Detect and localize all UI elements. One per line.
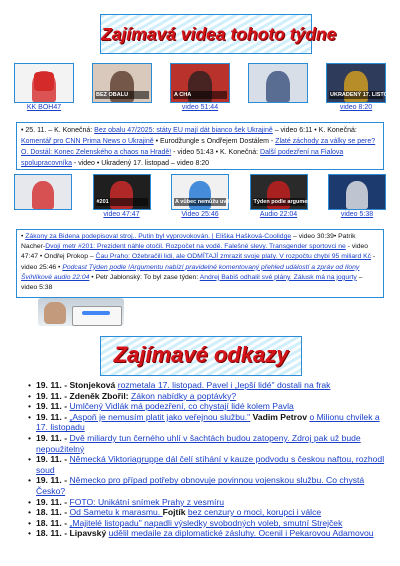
description-text: • [21, 233, 26, 240]
link-item [30, 518, 388, 529]
article-link[interactable]: o Milionu chvilek a 17. listopadu [36, 411, 380, 433]
description-text: • Eurodžungle s Ondřejem Dostálem - [153, 138, 276, 145]
link-item [30, 497, 388, 508]
video-thumbnail-image[interactable] [92, 63, 152, 103]
link-date: 18. 11. - [36, 507, 70, 518]
video-thumbnail[interactable] [14, 174, 72, 224]
play-icon [34, 72, 55, 91]
link-date: 19. 11. - [36, 475, 70, 486]
video-thumbnail-image[interactable] [14, 63, 74, 103]
author-name: Lipavský [69, 528, 109, 539]
video-thumbnail[interactable] [92, 63, 152, 121]
video-link[interactable]: Zákony za Bidena podepisoval stroj.. Putin byl vyprovokován. | Eliška Hašková-Coolidge [25, 233, 292, 240]
video-thumbnail[interactable] [171, 174, 236, 224]
description-text: • Petr Jablonský: To byl zase týden: [89, 273, 200, 281]
link-date: 19. 11. - [36, 380, 70, 390]
video-thumbnail[interactable] [328, 174, 386, 224]
link-date: 18. 11. - [36, 528, 70, 539]
description-text: – video 6:11 • K. Konečná: [272, 127, 357, 134]
thumbnail-badge: BEZ OBALU [95, 91, 149, 99]
video-thumbnail[interactable] [326, 63, 400, 121]
article-link[interactable]: Německo pro případ potřeby obnovuje povinnou vojenskou službu. Co chystá Česko? [36, 475, 365, 496]
videos-banner [100, 14, 337, 54]
video-caption[interactable]: video 5:38 [340, 211, 374, 218]
article-link[interactable]: rozmetala 17. listopad. Pavel i „lepší lidé" dostali na frak [117, 380, 331, 390]
tablet-illustration [30, 296, 128, 328]
article-link[interactable]: „Majitelé listopadu" napadli výsledky svobodných voleb, smutní Strejček [69, 517, 343, 528]
link-item [30, 507, 388, 518]
video-thumbnails-row-2 [14, 174, 386, 224]
link-item [30, 454, 388, 475]
thumbnail-figure [32, 181, 54, 209]
article-link[interactable]: udělil medaile za diplomatické zásluhy. Ocenil i Pekarovou Adamovou [108, 528, 374, 539]
video-descriptions-box-1 [16, 122, 384, 170]
video-thumbnail-image[interactable] [93, 174, 151, 210]
author-name: Fojtík [162, 507, 188, 518]
description-text: - video 25:46 • [21, 253, 376, 271]
description-text: – video 30:39 [291, 233, 334, 240]
thumbnail-badge: UKRADENÝ 17. LISTOPAD [330, 92, 400, 98]
article-link[interactable]: FOTO: Unikátní snímek Prahy z vesmíru [69, 496, 225, 507]
video-thumbnail[interactable] [14, 63, 74, 121]
link-date: 19. 11. - [36, 411, 70, 422]
description-text: - video • Ukradený 17. listopad – video 8:20 [71, 160, 210, 167]
link-item [30, 412, 388, 433]
link-item [30, 475, 388, 496]
thumbnail-figure [346, 181, 368, 209]
videos-banner-title: Zajímavá videa tohoto týdne [101, 24, 337, 44]
video-caption[interactable]: KK BOH47 [26, 104, 62, 111]
video-link[interactable]: Dvojí metr #201: Prezident náhle otočil. Rozpočet na vodě. Falešné slevy. Transgender sportovci ne [45, 243, 346, 251]
video-thumbnail[interactable] [93, 174, 151, 224]
video-thumbnail[interactable] [248, 63, 308, 121]
article-link[interactable]: Dvě miliardy tun černého uhlí v šachtách budou zatopeny. Zdroj pak už bude nepoužitelný [36, 432, 361, 454]
link-date: 18. 11. - [36, 517, 70, 528]
thumbnail-badge: A CHA [173, 91, 227, 99]
description-text: • 25. 11. – K. Konečná: [21, 127, 95, 134]
article-link[interactable]: „Aspoň je nemusím platit jako veřejnou službu." [69, 411, 251, 422]
article-link[interactable]: Německá Viktoriagruppe dál čelí stíhání v kauze podvodu s českou naftou, rozhodl soud [36, 454, 385, 475]
link-date: 19. 11. - [36, 432, 70, 443]
video-thumbnail-image[interactable] [171, 174, 236, 210]
link-item [30, 380, 388, 391]
video-link[interactable]: Bez obalu 47/2025: státy EU mají dát bianco šek Ukrajině [94, 127, 273, 134]
video-link[interactable]: Komentář pro CNN Prima News o Ukrajině [21, 138, 154, 145]
author-name: Stonjeková [69, 380, 118, 390]
description-text: • Patrik Nacher- [21, 233, 356, 251]
link-item [30, 391, 388, 402]
podcast-link[interactable]: Podcast Týden podle !Argumentu nabízí pravidelné komentovaný přehled událostí a zpráv od Ilony Švihlíkové audio 22:04 [21, 263, 360, 281]
link-date: 19. 11. - [36, 401, 70, 412]
link-date: 19. 11. - [36, 454, 70, 465]
thumbnail-badge: #201 [96, 198, 148, 206]
article-link[interactable]: Od Sametu k marasmu. [69, 507, 163, 518]
video-thumbnail-image[interactable] [14, 174, 72, 210]
author-name: Zdeněk Zbořil: [69, 390, 132, 401]
video-link[interactable]: Další podezření na Fialova spolupracovníka [21, 149, 344, 167]
author-name: Vadim Petrov [250, 411, 310, 422]
video-thumbnail[interactable] [250, 174, 316, 224]
video-link[interactable]: Zlaté záchody za války se pere? [275, 138, 376, 145]
article-link[interactable]: Umlčený Vidlák má podezření, co chystají lidé kolem Pavla [69, 401, 294, 412]
description-text: – video 5:38 [21, 273, 363, 292]
link-date: 19. 11. - [36, 390, 70, 401]
thumbnail-figure [266, 71, 289, 102]
video-caption[interactable]: video 8:20 [339, 104, 373, 111]
video-caption[interactable]: video 47:47 [103, 211, 140, 218]
thumbnail-badge: A vůbec nemůžu uvěřit [175, 199, 236, 205]
link-date: 19. 11. - [36, 496, 70, 507]
video-thumbnail-image[interactable] [250, 174, 316, 210]
link-item [30, 528, 388, 539]
thumbnail-badge: Týden podle argumentu [253, 199, 316, 205]
article-link[interactable]: bez cenzury o moci, korupci i válce [187, 507, 322, 518]
video-caption[interactable]: Audio 22:04 [259, 211, 298, 218]
links-banner-box [100, 336, 302, 376]
video-caption[interactable]: Video 25:46 [181, 211, 219, 218]
link-item [30, 433, 388, 454]
video-link[interactable]: O. Dostál: Konec Zelenského a chaos na Hradě! [21, 149, 172, 156]
video-thumbnail-image[interactable] [326, 63, 400, 103]
description-text: - video 51:43 • K. Konečná: [171, 149, 261, 156]
video-thumbnail-image[interactable] [328, 174, 386, 210]
video-thumbnails-row-1 [14, 63, 400, 121]
video-thumbnail-image[interactable] [248, 63, 308, 103]
video-link[interactable]: Čau Praho: Ožebračili lidi, ale ODMÍTAJÍ zmrazit svoje platy. V rozpočtu chybí 95 miliard Kč [95, 253, 372, 261]
video-link[interactable]: Andrej Babiš odhalil své plány. Zálusk má na jogurty [199, 273, 357, 281]
video-descriptions-box-2 [16, 229, 384, 298]
article-link[interactable]: Zákon nabídky a poptávky? [131, 390, 237, 401]
search-icon [82, 311, 110, 315]
video-caption[interactable]: video 51:44 [181, 104, 219, 111]
interesting-links-list [30, 380, 388, 539]
links-banner-title: Zajímavé odkazy [113, 342, 289, 367]
description-text: - video 47:47 • Ondřej Prokop – [21, 243, 369, 261]
link-item [30, 401, 388, 412]
video-thumbnail[interactable] [170, 63, 230, 121]
video-thumbnail-image[interactable] [170, 63, 230, 103]
